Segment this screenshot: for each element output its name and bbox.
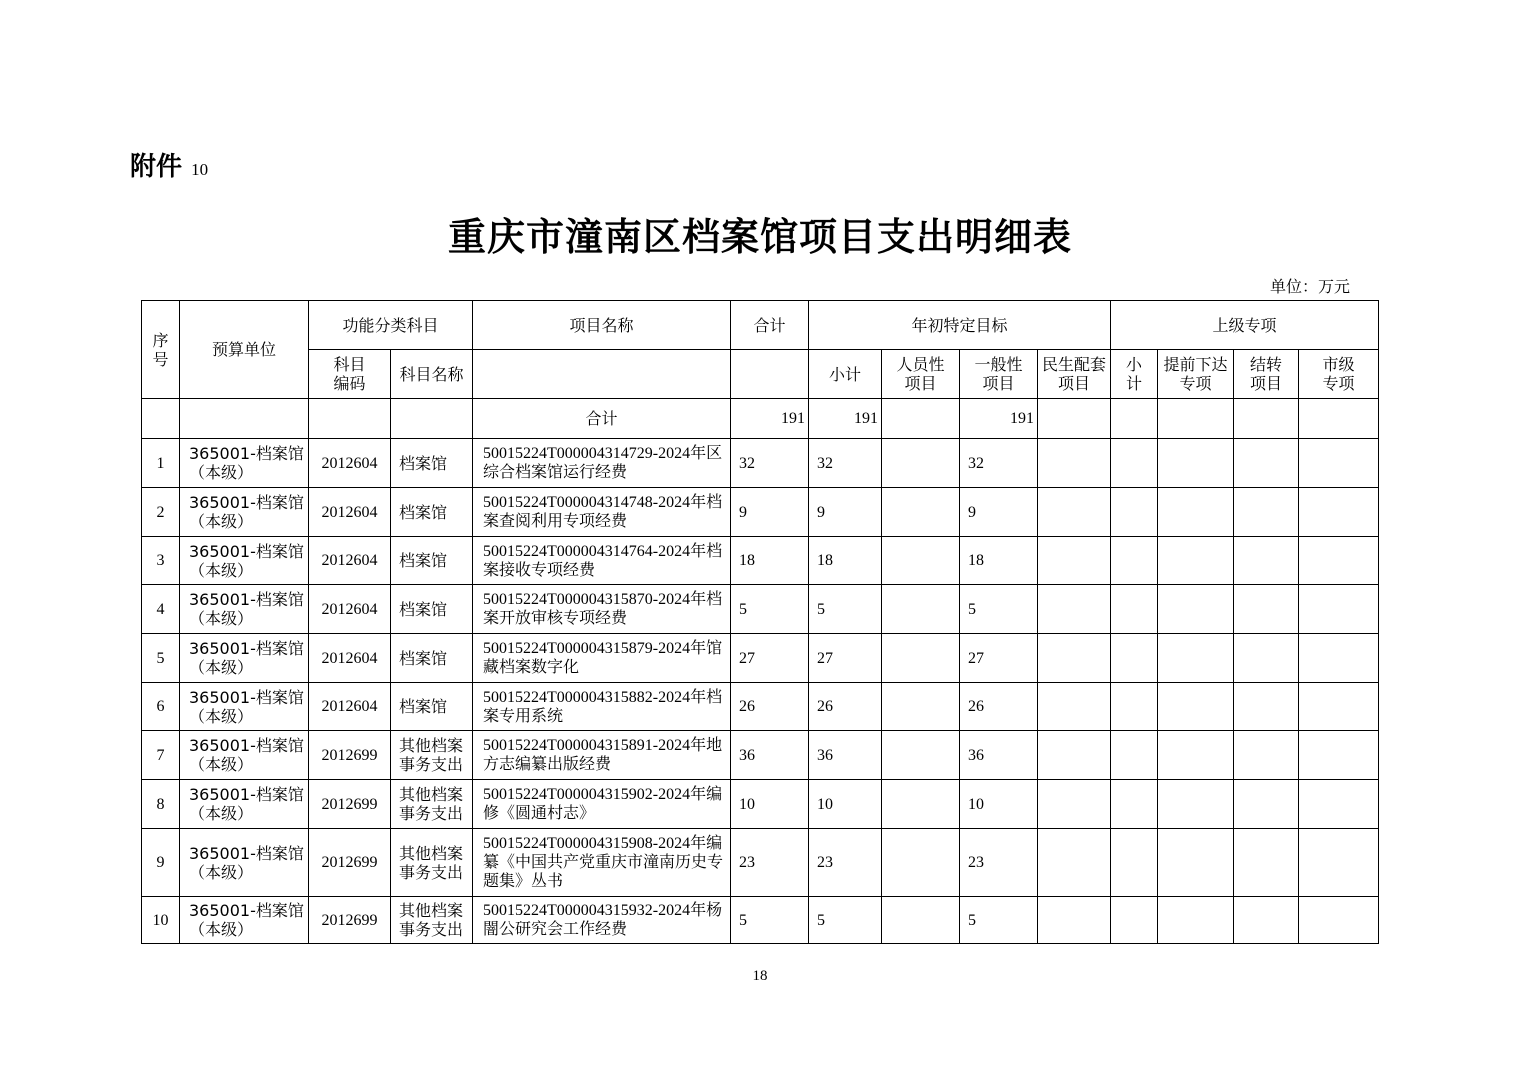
- row-sup-subtotal: [1111, 537, 1158, 585]
- row-total: 18: [731, 537, 809, 585]
- row-subtotal: 18: [809, 537, 882, 585]
- row-municipal: [1299, 683, 1379, 731]
- row-livelihood: [1038, 439, 1111, 488]
- row-seq: 8: [142, 780, 180, 829]
- row-general: 5: [960, 585, 1038, 634]
- row-subject-code: 2012699: [309, 897, 391, 944]
- row-advance: [1158, 829, 1234, 897]
- row-subject-name: 档案馆: [391, 683, 473, 731]
- table-row: [142, 731, 1379, 780]
- header-budget-unit: 预算单位: [180, 301, 309, 399]
- table-row: [142, 585, 1379, 634]
- header-superior: 上级专项: [1111, 301, 1379, 350]
- row-subject-code: 2012604: [309, 634, 391, 683]
- row-livelihood: [1038, 683, 1111, 731]
- row-total: 9: [731, 488, 809, 537]
- row-subject-code: 2012604: [309, 488, 391, 537]
- header-personnel: 人员性项目: [882, 350, 960, 399]
- row-personnel: [882, 829, 960, 897]
- header-annual-subtotal: 小计: [809, 350, 882, 399]
- row-carryover: [1234, 634, 1299, 683]
- row-general: 32: [960, 439, 1038, 488]
- row-budget-unit: 365001-档案馆（本级）: [180, 829, 309, 897]
- row-seq: 1: [142, 439, 180, 488]
- table-row: [142, 780, 1379, 829]
- table-row: [142, 683, 1379, 731]
- header-annual-target: 年初特定目标: [809, 301, 1111, 350]
- row-municipal: [1299, 585, 1379, 634]
- row-budget-unit: 365001-档案馆（本级）: [180, 537, 309, 585]
- header-total: 合计: [731, 301, 809, 350]
- row-livelihood: [1038, 634, 1111, 683]
- table-body: [142, 439, 1379, 944]
- page-number: 18: [752, 968, 768, 984]
- row-project-name: 50015224T000004315870-2024年档案开放审核专项经费: [473, 585, 731, 634]
- row-advance: [1158, 585, 1234, 634]
- row-general: 26: [960, 683, 1038, 731]
- row-carryover: [1234, 780, 1299, 829]
- row-budget-unit: 365001-档案馆（本级）: [180, 780, 309, 829]
- header-total-blank: [731, 350, 809, 399]
- row-sup-subtotal: [1111, 488, 1158, 537]
- header-municipal: 市级专项: [1299, 350, 1379, 399]
- row-advance: [1158, 897, 1234, 944]
- row-total: 5: [731, 897, 809, 944]
- row-subject-name: 其他档案事务支出: [391, 897, 473, 944]
- row-personnel: [882, 537, 960, 585]
- row-municipal: [1299, 780, 1379, 829]
- row-personnel: [882, 634, 960, 683]
- row-livelihood: [1038, 780, 1111, 829]
- row-subject-code: 2012604: [309, 439, 391, 488]
- header-carryover: 结转项目: [1234, 350, 1299, 399]
- row-subject-code: 2012699: [309, 780, 391, 829]
- row-total: 27: [731, 634, 809, 683]
- row-advance: [1158, 731, 1234, 780]
- header-project-name: 项目名称: [473, 301, 731, 350]
- row-budget-unit: 365001-档案馆（本级）: [180, 731, 309, 780]
- header-project-name-blank: [473, 350, 731, 399]
- row-seq: 2: [142, 488, 180, 537]
- row-total: 32: [731, 439, 809, 488]
- row-livelihood: [1038, 537, 1111, 585]
- row-advance: [1158, 488, 1234, 537]
- row-municipal: [1299, 488, 1379, 537]
- unit-label: 单位：万元: [1269, 277, 1350, 296]
- row-subtotal: 5: [809, 585, 882, 634]
- row-carryover: [1234, 439, 1299, 488]
- row-project-name: 50015224T000004315879-2024年馆藏档案数字化: [473, 634, 731, 683]
- row-subject-name: 档案馆: [391, 537, 473, 585]
- row-municipal: [1299, 829, 1379, 897]
- row-subject-code: 2012699: [309, 829, 391, 897]
- row-seq: 5: [142, 634, 180, 683]
- row-carryover: [1234, 585, 1299, 634]
- row-subject-name: 其他档案事务支出: [391, 731, 473, 780]
- header-subject-name: 科目名称: [391, 350, 473, 399]
- row-personnel: [882, 731, 960, 780]
- row-advance: [1158, 780, 1234, 829]
- table-row: [142, 537, 1379, 585]
- row-livelihood: [1038, 897, 1111, 944]
- row-project-name: 50015224T000004315882-2024年档案专用系统: [473, 683, 731, 731]
- row-subject-name: 档案馆: [391, 634, 473, 683]
- row-total: 36: [731, 731, 809, 780]
- row-municipal: [1299, 439, 1379, 488]
- row-sup-subtotal: [1111, 829, 1158, 897]
- row-budget-unit: 365001-档案馆（本级）: [180, 897, 309, 944]
- row-personnel: [882, 780, 960, 829]
- row-personnel: [882, 683, 960, 731]
- header-advance: 提前下达专项: [1158, 350, 1234, 399]
- row-carryover: [1234, 731, 1299, 780]
- row-subtotal: 27: [809, 634, 882, 683]
- row-sup-subtotal: [1111, 683, 1158, 731]
- row-subtotal: 9: [809, 488, 882, 537]
- row-livelihood: [1038, 731, 1111, 780]
- row-subject-code: 2012699: [309, 731, 391, 780]
- row-personnel: [882, 585, 960, 634]
- row-seq: 3: [142, 537, 180, 585]
- row-subject-name: 其他档案事务支出: [391, 829, 473, 897]
- row-subject-code: 2012604: [309, 585, 391, 634]
- row-general: 18: [960, 537, 1038, 585]
- row-total: 26: [731, 683, 809, 731]
- row-general: 9: [960, 488, 1038, 537]
- row-municipal: [1299, 731, 1379, 780]
- attachment-number: 10: [191, 160, 209, 179]
- row-advance: [1158, 537, 1234, 585]
- total-row-total: 191: [731, 399, 809, 439]
- row-sup-subtotal: [1111, 731, 1158, 780]
- row-seq: 6: [142, 683, 180, 731]
- row-subtotal: 23: [809, 829, 882, 897]
- expenditure-table: [141, 300, 1379, 944]
- row-sup-subtotal: [1111, 780, 1158, 829]
- total-row: [142, 399, 1379, 439]
- row-project-name: 50015224T000004315932-2024年杨闇公研究会工作经费: [473, 897, 731, 944]
- row-budget-unit: 365001-档案馆（本级）: [180, 488, 309, 537]
- row-seq: 9: [142, 829, 180, 897]
- row-total: 10: [731, 780, 809, 829]
- row-project-name: 50015224T000004314764-2024年档案接收专项经费: [473, 537, 731, 585]
- row-general: 5: [960, 897, 1038, 944]
- attachment-prefix: 附件: [130, 152, 183, 182]
- row-subject-code: 2012604: [309, 683, 391, 731]
- row-livelihood: [1038, 829, 1111, 897]
- header-row-1: [142, 301, 1379, 350]
- header-sup-subtotal: 小计: [1111, 350, 1158, 399]
- row-subtotal: 36: [809, 731, 882, 780]
- total-row-subtotal: 191: [809, 399, 882, 439]
- header-livelihood: 民生配套项目: [1038, 350, 1111, 399]
- row-subject-name: 档案馆: [391, 488, 473, 537]
- row-advance: [1158, 439, 1234, 488]
- row-general: 23: [960, 829, 1038, 897]
- row-project-name: 50015224T000004315891-2024年地方志编纂出版经费: [473, 731, 731, 780]
- row-livelihood: [1038, 488, 1111, 537]
- table-row: [142, 897, 1379, 944]
- row-subtotal: 5: [809, 897, 882, 944]
- row-project-name: 50015224T000004315902-2024年编修《圆通村志》: [473, 780, 731, 829]
- row-seq: 4: [142, 585, 180, 634]
- header-subject-code: 科目编码: [309, 350, 391, 399]
- row-project-name: 50015224T000004314729-2024年区综合档案馆运行经费: [473, 439, 731, 488]
- row-subject-name: 档案馆: [391, 585, 473, 634]
- header-general: 一般性项目: [960, 350, 1038, 399]
- table-row: [142, 634, 1379, 683]
- row-subject-name: 档案馆: [391, 439, 473, 488]
- row-livelihood: [1038, 585, 1111, 634]
- row-personnel: [882, 488, 960, 537]
- page-title: 重庆市潼南区档案馆项目支出明细表: [447, 215, 1072, 259]
- row-sup-subtotal: [1111, 634, 1158, 683]
- row-personnel: [882, 439, 960, 488]
- table-row: [142, 488, 1379, 537]
- row-sup-subtotal: [1111, 439, 1158, 488]
- row-project-name: 50015224T000004314748-2024年档案查阅利用专项经费: [473, 488, 731, 537]
- row-carryover: [1234, 897, 1299, 944]
- row-budget-unit: 365001-档案馆（本级）: [180, 585, 309, 634]
- row-project-name: 50015224T000004315908-2024年编纂《中国共产党重庆市潼南历史专题集》丛书: [473, 829, 731, 897]
- row-subject-code: 2012604: [309, 537, 391, 585]
- row-subtotal: 26: [809, 683, 882, 731]
- row-total: 5: [731, 585, 809, 634]
- attachment-label: [130, 146, 208, 183]
- table-row: [142, 439, 1379, 488]
- header-seq: 序号: [142, 301, 180, 399]
- row-sup-subtotal: [1111, 585, 1158, 634]
- row-subject-name: 其他档案事务支出: [391, 780, 473, 829]
- row-municipal: [1299, 537, 1379, 585]
- row-municipal: [1299, 897, 1379, 944]
- row-carryover: [1234, 829, 1299, 897]
- row-personnel: [882, 897, 960, 944]
- row-advance: [1158, 683, 1234, 731]
- row-carryover: [1234, 488, 1299, 537]
- row-total: 23: [731, 829, 809, 897]
- row-subtotal: 10: [809, 780, 882, 829]
- row-sup-subtotal: [1111, 897, 1158, 944]
- header-row-2: [142, 350, 1379, 399]
- row-general: 27: [960, 634, 1038, 683]
- row-carryover: [1234, 537, 1299, 585]
- row-carryover: [1234, 683, 1299, 731]
- row-budget-unit: 365001-档案馆（本级）: [180, 439, 309, 488]
- row-seq: 7: [142, 731, 180, 780]
- total-row-label: 合计: [473, 399, 731, 439]
- row-general: 10: [960, 780, 1038, 829]
- row-general: 36: [960, 731, 1038, 780]
- table-row: [142, 829, 1379, 897]
- row-advance: [1158, 634, 1234, 683]
- row-subtotal: 32: [809, 439, 882, 488]
- row-seq: 10: [142, 897, 180, 944]
- row-budget-unit: 365001-档案馆（本级）: [180, 683, 309, 731]
- header-func-class: 功能分类科目: [309, 301, 473, 350]
- row-municipal: [1299, 634, 1379, 683]
- row-budget-unit: 365001-档案馆（本级）: [180, 634, 309, 683]
- total-row-general: 191: [960, 399, 1038, 439]
